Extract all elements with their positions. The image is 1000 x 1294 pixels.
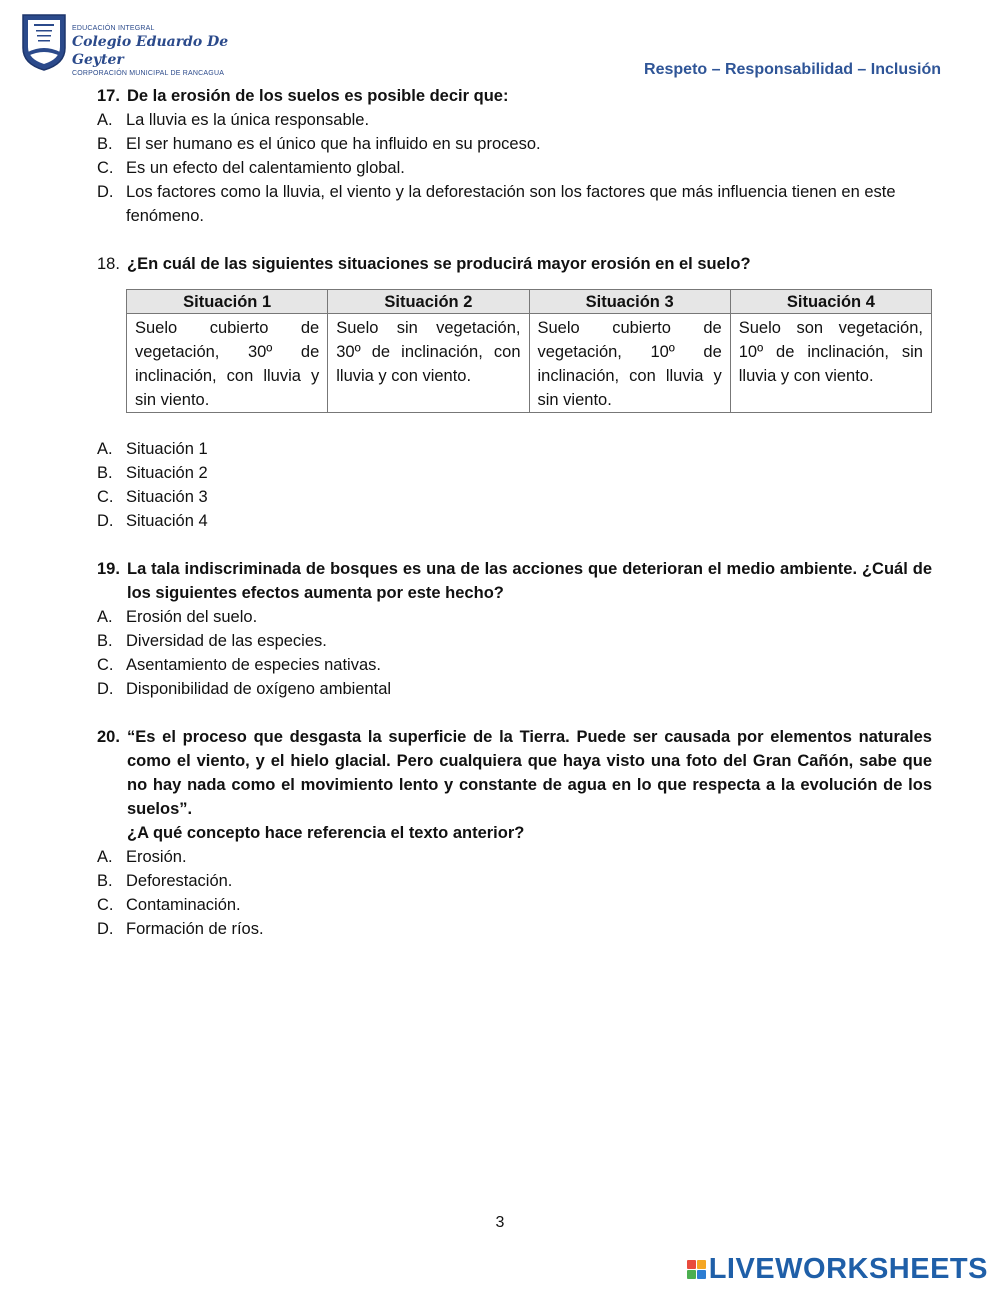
school-shield-icon	[20, 12, 68, 72]
table-cell: Suelo sin vegetación, 30º de inclinación, con lluvia y con viento.	[328, 314, 529, 413]
answer-option[interactable]: C. Asentamiento de especies nativas.	[97, 656, 381, 674]
table-header: Situación 3	[529, 290, 730, 314]
answer-option[interactable]: D. Disponibilidad de oxígeno ambiental	[97, 680, 392, 698]
table-cell: Suelo cubierto de vegetación, 30º de inclinación, con lluvia y sin viento.	[127, 314, 328, 413]
answer-option[interactable]: B. El ser humano es el único que ha influido en su proceso.	[97, 135, 541, 153]
logo-top-text: EDUCACIÓN INTEGRAL	[72, 25, 155, 32]
question-20	[97, 725, 932, 941]
question-number: 19.	[97, 560, 120, 578]
question-text: La tala indiscriminada de bosques es una de las acciones que deterioran el medio ambiente. ¿Cuál de los siguientes efectos aumenta por este hecho?	[127, 560, 932, 602]
answer-option[interactable]: A. Erosión.	[97, 848, 187, 866]
answer-option[interactable]: B. Situación 2	[97, 464, 208, 482]
answer-option[interactable]: B. Deforestación.	[97, 872, 233, 890]
school-logo	[20, 12, 240, 77]
table-header: Situación 4	[730, 290, 931, 314]
answer-option[interactable]: A. La lluvia es la única responsable.	[97, 111, 370, 129]
question-text: De la erosión de los suelos es posible decir que:	[127, 87, 509, 105]
liveworksheets-logo[interactable]	[687, 1253, 988, 1286]
answer-option[interactable]: B. Diversidad de las especies.	[97, 632, 327, 650]
answer-option[interactable]: D. Los factores como la lluvia, el viento y la deforestación son los factores que más influencia tienen en este fenómeno.	[97, 183, 896, 225]
question-17	[97, 84, 932, 228]
table-header: Situación 2	[328, 290, 529, 314]
liveworksheets-brand: LIVEWORKSHEETS	[708, 1253, 988, 1285]
question-19	[97, 557, 932, 701]
answer-option[interactable]: A. Erosión del suelo.	[97, 608, 258, 626]
answer-option[interactable]: C. Es un efecto del calentamiento global.	[97, 159, 405, 177]
situations-table	[126, 289, 932, 413]
question-18	[97, 252, 932, 533]
question-prompt: ¿A qué concepto hace referencia el texto anterior?	[127, 824, 525, 842]
table-cell: Suelo cubierto de vegetación, 10º de inclinación, con lluvia y sin viento.	[529, 314, 730, 413]
table-cell: Suelo son vegetación, 10º de inclinación, sin lluvia y con viento.	[730, 314, 931, 413]
question-number: 18.	[97, 255, 120, 273]
logo-school-name: Colegio Eduardo De Geyter	[72, 34, 229, 68]
question-number: 17.	[97, 87, 120, 105]
question-text: ¿En cuál de las siguientes situaciones se producirá mayor erosión en el suelo?	[127, 255, 751, 273]
worksheet-content	[97, 84, 932, 965]
answer-option[interactable]: D. Situación 4	[97, 512, 208, 530]
answer-option[interactable]: C. Contaminación.	[97, 896, 241, 914]
table-header: Situación 1	[127, 290, 328, 314]
answer-option[interactable]: A. Situación 1	[97, 440, 208, 458]
answer-option[interactable]: C. Situación 3	[97, 488, 208, 506]
liveworksheets-grid-icon	[687, 1260, 706, 1279]
school-motto: Respeto – Responsabilidad – Inclusión	[644, 61, 941, 78]
question-number: 20.	[97, 728, 120, 746]
answer-option[interactable]: D. Formación de ríos.	[97, 920, 264, 938]
page-number: 3	[495, 1214, 505, 1231]
logo-bottom-text: CORPORACIÓN MUNICIPAL DE RANCAGUA	[72, 70, 225, 77]
question-text: “Es el proceso que desgasta la superficie de la Tierra. Puede ser causada por elementos naturales como el viento, y el hielo glacial. Pero cualquiera que haya visto una foto del Gran Cañón, sabe que no hay nada como el movimiento lento y constante de agua en lo que respecta a la evolución de los suelos”.	[127, 728, 932, 818]
